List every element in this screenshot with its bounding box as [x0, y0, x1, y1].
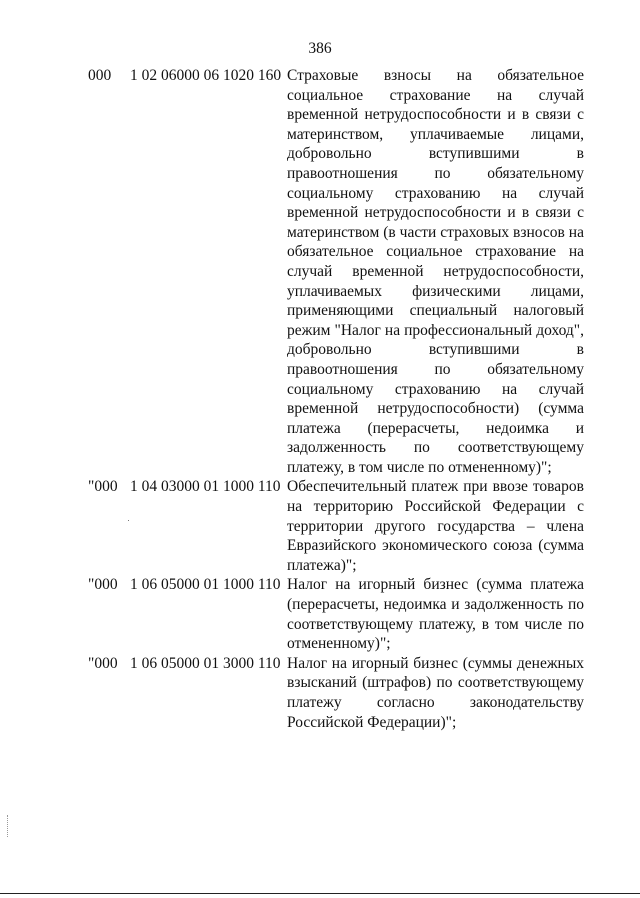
- scan-speck: [128, 520, 129, 521]
- classification-code: 1 06 05000 01 1000 110: [130, 576, 281, 594]
- administrator-code: 000: [88, 67, 112, 84]
- entry-description: Обеспечительный платеж при ввозе товаров на территорию Российской Федерации с территории другого государства – члена Евразийского экономического союза (сумма платежа)";: [287, 478, 584, 574]
- budget-code-entry: [0, 66, 640, 477]
- entry-description: Страховые взносы на обязательное социальное страхование на случай временной нетрудоспособности и в связи с материнством, уплачиваемые лицами, добровольно вступившими в правоотношения по обязательному социальному страхованию на случай временной нетрудоспособности и в связи с материнством (в части страховых взносов на обязательное социальное страхование на случай временной нетрудоспособности, уплачиваемых физическими лицами, применяющими специальный налоговый режим "Налог на профессиональный доход", добровольно вступившими в правоотношения по обязательному социальному страхованию на случай временной нетрудоспособности) (сумма платежа (перерасчеты, недоимка и задолженность по соответствующему платежу, в том числе по отмененному)";: [287, 67, 584, 476]
- budget-code-entry: [0, 477, 640, 575]
- budget-code-list: [0, 66, 640, 732]
- scan-edge-mark: [7, 815, 11, 837]
- scan-bottom-edge: [0, 893, 640, 894]
- budget-code-entry: [0, 654, 640, 732]
- classification-code: 1 06 05000 01 3000 110: [130, 654, 281, 672]
- page-number: 386: [308, 40, 332, 57]
- entry-description: Налог на игорный бизнес (суммы денежных взысканий (штрафов) по соответствующему платежу согласно законодательству Российской Федерации)";: [287, 654, 584, 731]
- classification-code: 1 02 06000 06 1020 160: [130, 67, 282, 84]
- budget-code-entry: [0, 575, 640, 653]
- classification-code: 1 04 03000 01 1000 110: [130, 478, 281, 496]
- entry-description: Налог на игорный бизнес (сумма платежа (перерасчеты, недоимка и задолженность по соответствующему платежу, в том числе по отмененному)";: [287, 576, 584, 653]
- administrator-code: "000: [88, 654, 118, 672]
- administrator-code: "000: [88, 478, 118, 496]
- administrator-code: "000: [88, 576, 118, 594]
